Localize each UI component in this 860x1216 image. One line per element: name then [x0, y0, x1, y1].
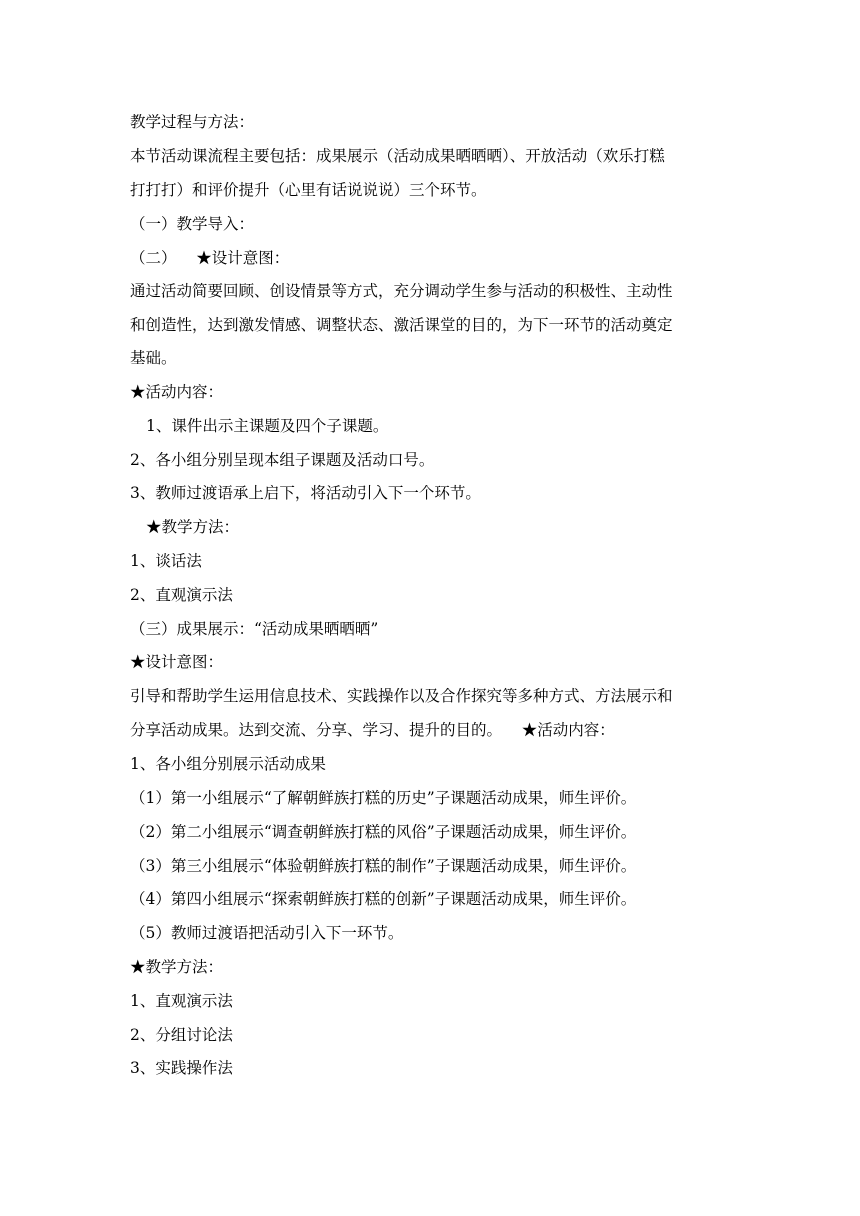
heading-teaching-process: 教学过程与方法：: [130, 113, 255, 131]
paragraph-line: 打打打）和评价提升（心里有话说说说）三个环节。: [130, 181, 487, 199]
paragraph-line: 和创造性，达到激发情感、调整状态、激活课堂的目的，为下一环节的活动奠定: [130, 316, 673, 334]
paragraph-line: 引导和帮助学生运用信息技术、实践操作以及合作探究等多种方式、方法展示和: [130, 687, 673, 705]
list-item: （4）第四小组展示“探索朝鲜族打糕的创新”子课题活动成果，师生评价。: [130, 890, 637, 908]
subheading: ★教学方法：: [146, 518, 240, 536]
list-item: 1、课件出示主课题及四个子课题。: [146, 417, 389, 435]
paragraph-line: 本节活动课流程主要包括：成果展示（活动成果晒晒晒）、开放活动（欢乐打糕: [130, 147, 665, 165]
paragraph-line: 通过活动简要回顾、创设情景等方式，充分调动学生参与活动的积极性、主动性: [130, 282, 673, 300]
list-item: 1、各小组分别展示活动成果: [130, 755, 326, 773]
list-item: （2）第二小组展示“调查朝鲜族打糕的风俗”子课题活动成果，师生评价。: [130, 823, 637, 841]
list-item: 1、直观演示法: [130, 992, 233, 1010]
list-item: 1、谈话法: [130, 552, 202, 570]
paragraph-line: 基础。: [130, 349, 177, 367]
section-heading: （二） ★设计意图：: [130, 249, 290, 267]
list-item: （1）第一小组展示“了解朝鲜族打糕的历史”子课题活动成果，师生评价。: [130, 789, 637, 807]
subheading: ★教学方法：: [130, 958, 224, 976]
list-item: 3、实践操作法: [130, 1059, 233, 1077]
list-item: 2、直观演示法: [130, 586, 233, 604]
section-heading: （一）教学导入：: [130, 215, 255, 233]
list-item: 2、分组讨论法: [130, 1026, 233, 1044]
list-item: （5）教师过渡语把活动引入下一环节。: [130, 924, 404, 942]
list-item: （3）第三小组展示“体验朝鲜族打糕的制作”子课题活动成果，师生评价。: [130, 857, 637, 875]
section-heading: （三）成果展示：“活动成果晒晒晒”: [130, 620, 379, 638]
paragraph-line: 分享活动成果。达到交流、分享、学习、提升的目的。 ★活动内容：: [130, 721, 615, 739]
subheading: ★活动内容：: [130, 383, 224, 401]
list-item: 3、教师过渡语承上启下，将活动引入下一个环节。: [130, 484, 481, 502]
list-item: 2、各小组分别呈现本组子课题及活动口号。: [130, 451, 435, 469]
subheading: ★设计意图：: [130, 653, 224, 671]
